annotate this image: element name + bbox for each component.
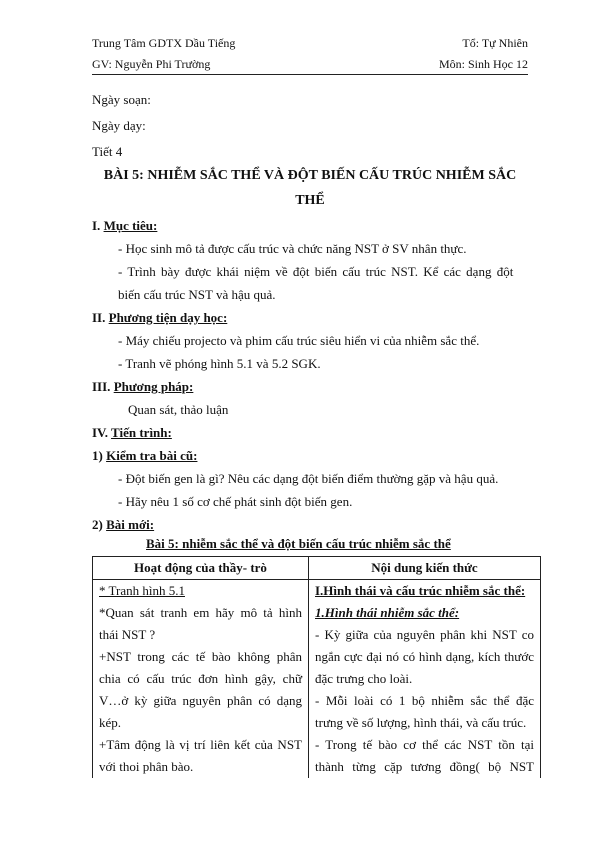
subsection-title: Kiểm tra bài cũ:: [106, 448, 198, 463]
page-header-row-1: [92, 36, 528, 52]
material-item: - Tranh vẽ phóng hình 5.1 và 5.2 SGK.: [118, 356, 321, 371]
review-question: - Đột biến gen là gì? Nêu các dạng đột biến điểm thường gặp và hậu quả.: [118, 471, 499, 486]
subsection-number: 1): [92, 448, 103, 463]
lesson-title-line-1: BÀI 5: NHIỄM SẮC THỂ VÀ ĐỘT BIẾN CẤU TRÚC NHIỄM SẮC: [103, 168, 517, 183]
section-procedure-heading: [92, 425, 172, 441]
section-number: III.: [92, 379, 111, 394]
section-number: I.: [92, 218, 101, 233]
column-header-activities: Hoạt động của thầy- trò: [93, 557, 309, 580]
section-title: Phương pháp:: [113, 379, 194, 394]
methods-text: Quan sát, thảo luận: [128, 402, 229, 417]
subsection-title: Bài mới:: [106, 517, 155, 532]
period-label: Tiết 4: [92, 144, 123, 159]
center-name: Trung Tâm GDTX Dầu Tiếng: [92, 36, 236, 50]
teacher-name: GV: Nguyễn Phi Trường: [92, 57, 211, 71]
department-name: Tổ: Tự Nhiên: [462, 36, 528, 50]
section-materials-heading: [92, 310, 227, 326]
subsection-review-heading: [92, 448, 197, 464]
content-subheading: 1.Hình thái nhiễm sắc thể:: [315, 605, 460, 620]
activity-paragraph: +NST trong các tế bào không phân chia có cấu trúc đơn hình gậy, chữ V…ở kỳ giữa nguyên phân có dạng kép.: [99, 649, 302, 730]
lesson-table-caption: Bài 5: nhiễm sắc thể và đột biến cấu trúc nhiễm sắc thể: [146, 536, 451, 551]
review-question: - Hãy nêu 1 số cơ chế phát sinh đột biến gen.: [118, 494, 353, 509]
section-number: II.: [92, 310, 106, 325]
lesson-plan-table: [92, 556, 541, 801]
content-paragraph: - Trong tế bào cơ thể các NST tồn tại thành từng cặp tương đồng( bộ NST: [315, 737, 534, 774]
content-paragraph: - Kỳ giữa của nguyên phân khi NST co ngắn cực đại nó có hình dạng, kích thước đặc trưng cho loài.: [315, 627, 534, 686]
prep-date-label: Ngày soạn:: [92, 92, 151, 107]
section-objectives-heading: [92, 218, 157, 234]
objective-item: - Học sinh mô tả được cấu trúc và chức năng NST ở SV nhân thực.: [118, 241, 467, 256]
content-heading: I.Hình thái và cấu trúc nhiễm sắc thể:: [315, 583, 526, 598]
subject-name: Môn: Sinh Học 12: [438, 57, 528, 71]
table-row: [93, 580, 541, 801]
table-header-row: [93, 557, 541, 580]
objective-item: - Trình bày được khái niệm về đột biến cấu trúc NST. Kể các dạng đột: [118, 264, 514, 279]
activities-cell: [93, 580, 309, 801]
header-divider: [92, 74, 528, 75]
activity-paragraph: *Quan sát tranh em hãy mô tả hình thái NST ?: [99, 605, 302, 642]
column-header-content: Nội dung kiến thức: [309, 557, 541, 580]
page-header-row-2: [92, 57, 528, 73]
page-bottom-margin: [0, 778, 600, 848]
section-number: IV.: [92, 425, 109, 440]
section-title: Tiến trình:: [111, 425, 172, 440]
teach-date-label: Ngày dạy:: [92, 118, 146, 133]
content-paragraph: - Mỗi loài có 1 bộ nhiễm sắc thể đặc trưng về số lượng, hình thái, và cấu trúc.: [315, 693, 534, 730]
subsection-number: 2): [92, 517, 103, 532]
objective-item: biến cấu trúc NST và hậu quả.: [118, 287, 276, 302]
material-item: - Máy chiếu projecto và phim cấu trúc siêu hiển vi của nhiễm sắc thể.: [118, 333, 480, 348]
activity-first-line: * Tranh hình 5.1: [99, 583, 185, 598]
activity-paragraph: +Tâm động là vị trí liên kết của NST với thoi phân bào.: [99, 737, 302, 774]
subsection-new-lesson-heading: [92, 517, 154, 533]
lesson-title-line-2: THỂ: [295, 193, 325, 208]
section-methods-heading: [92, 379, 193, 395]
content-cell: [309, 580, 541, 801]
section-title: Mục tiêu:: [103, 218, 158, 233]
section-title: Phương tiện dạy học:: [108, 310, 228, 325]
